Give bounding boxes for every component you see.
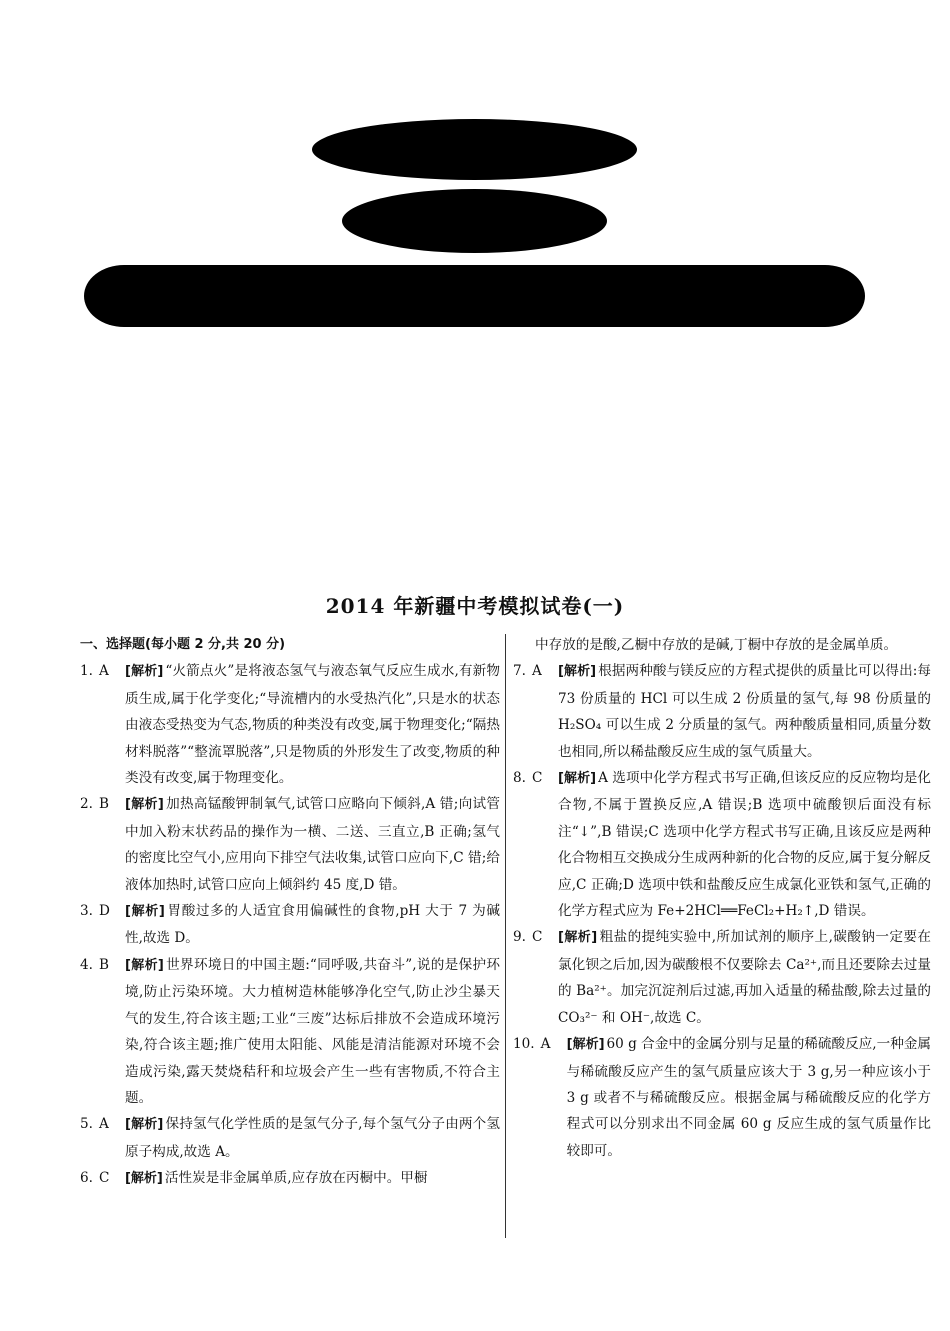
item-answer: B bbox=[98, 796, 109, 813]
explanation-text: A 选项中化学方程式书写正确,但该反应的反应物均是化合物,不属于置换反应,A 错误;B 选项中硫酸钡后面没有标注“↓”,B 错误;C 选项中化学方程式书写正确,且该反应是两种化合物相互交换成分生成两种新的化合物的反应,属于复分解反应,C 正确;D 选项中铁和盐酸反应生成氯化亚铁和氢气,正确的化学方程式应为 Fe+2HCl══FeCl₂+H₂↑,D 错误。 bbox=[557, 770, 931, 920]
analysis-tag: [解析] bbox=[557, 664, 597, 680]
item-number: 2. bbox=[80, 796, 93, 813]
analysis-tag: [解析] bbox=[124, 1117, 164, 1133]
section-heading: 一、选择题(每小题 2 分,共 20 分) bbox=[80, 637, 286, 652]
right-items bbox=[513, 658, 931, 1164]
answer-item bbox=[80, 1165, 500, 1192]
item-explanation bbox=[125, 791, 500, 898]
item-number: 8. bbox=[513, 770, 526, 787]
item-explanation bbox=[558, 765, 931, 924]
page-title: 2014 年新疆中考模拟试卷(一) bbox=[325, 594, 625, 618]
left-column bbox=[80, 632, 500, 1193]
item-answer: C bbox=[531, 770, 543, 787]
item-number: 7. bbox=[513, 663, 526, 680]
item-answer: C bbox=[98, 1170, 110, 1187]
analysis-tag: [解析] bbox=[124, 797, 164, 813]
analysis-tag: [解析] bbox=[124, 1171, 163, 1187]
item-number: 6. bbox=[80, 1170, 93, 1187]
item-explanation bbox=[125, 1111, 500, 1165]
item-answer: B bbox=[98, 956, 109, 973]
redacted-header-line-3 bbox=[84, 265, 865, 327]
item-number: 4. bbox=[80, 956, 93, 973]
explanation-text: 世界环境日的中国主题:“同呼吸,共奋斗”,说的是保护环境,防止污染环境。大力植树造林能够净化空气,防止沙尘暴天气的发生,符合该主题;工业“三废”达标后排放不会造成环境污染,符合该主题;推广使用太阳能、风能是清洁能源对环境不会造成污染,露天焚烧秸秆和垃圾会产生一些有害物质,不符合主题。 bbox=[124, 956, 500, 1106]
item-explanation bbox=[125, 658, 500, 791]
answer-item bbox=[513, 924, 931, 1031]
analysis-tag: [解析] bbox=[124, 904, 165, 920]
answer-item bbox=[80, 1111, 500, 1165]
answer-item bbox=[513, 658, 931, 765]
explanation-text: 60 g 合金中的金属分别与足量的稀硫酸反应,一种金属与稀硫酸反应产生的氢气质量应该大于 3 g,另一种应该小于 3 g 或者不与稀硫酸反应。根据金属与稀硫酸反应的化学方程式可以分别求出不同金属 60 g 反应生成的氢气质量作比较即可。 bbox=[566, 1036, 931, 1159]
analysis-tag: [解析] bbox=[557, 771, 597, 787]
item-answer: A bbox=[531, 663, 542, 680]
item-answer: A bbox=[98, 663, 109, 680]
item-explanation bbox=[558, 924, 931, 1031]
analysis-tag: [解析] bbox=[124, 664, 164, 680]
explanation-text: 胃酸过多的人适宜食用偏碱性的食物,pH 大于 7 为碱性,故选 D。 bbox=[124, 903, 500, 947]
right-column bbox=[513, 632, 931, 1164]
item-explanation bbox=[125, 1165, 500, 1192]
explanation-text: “火箭点火”是将液态氢气与液态氧气反应生成水,有新物质生成,属于化学变化;“导流槽内的水受热汽化”,只是水的状态由液态受热变为气态,物质的种类没有改变,属于物理变化;“隔热材料脱落”“整流罩脱落”,只是物质的外形发生了改变,物质的种类没有改变,属于物理变化。 bbox=[124, 663, 500, 787]
item-explanation bbox=[558, 658, 931, 765]
redacted-header-line-1 bbox=[312, 119, 637, 180]
explanation-text: 活性炭是非金属单质,应存放在丙橱中。甲橱 bbox=[164, 1170, 428, 1187]
item-number: 5. bbox=[80, 1116, 93, 1133]
answer-item bbox=[80, 898, 500, 952]
answer-item bbox=[513, 1031, 931, 1164]
item-explanation bbox=[567, 1031, 931, 1164]
item-explanation bbox=[125, 898, 500, 952]
item-number: 10. bbox=[513, 1036, 535, 1053]
redacted-header-line-2 bbox=[342, 189, 607, 253]
item-number: 9. bbox=[513, 929, 526, 946]
explanation-text: 根据两种酸与镁反应的方程式提供的质量比可以得出:每 73 份质量的 HCl 可以生成 2 份质量的氢气,每 98 份质量的 H₂SO₄ 可以生成 2 分质量的氢气。两种酸质量相同,质量分数也相同,所以稀盐酸反应生成的氢气质量大。 bbox=[557, 663, 932, 760]
item-number: 3. bbox=[80, 903, 93, 920]
explanation-text: 粗盐的提纯实验中,所加试剂的顺序上,碳酸钠一定要在氯化钡之后加,因为碳酸根不仅要除去 Ca²⁺,而且还要除去过量的 Ba²⁺。加完沉淀剂后过滤,再加入适量的稀盐酸,除去过量的 CO₃²⁻ 和 OH⁻,故选 C。 bbox=[557, 929, 931, 1026]
item-answer: D bbox=[98, 903, 110, 920]
answer-item bbox=[80, 952, 500, 1111]
item-answer: A bbox=[98, 1116, 109, 1133]
continuation-text: 中存放的是酸,乙橱中存放的是碱,丁橱中存放的是金属单质。 bbox=[535, 637, 898, 653]
answer-item bbox=[513, 765, 931, 924]
analysis-tag: [解析] bbox=[557, 930, 598, 946]
left-items bbox=[80, 658, 500, 1192]
column-divider bbox=[505, 634, 506, 1238]
answer-item bbox=[80, 791, 500, 898]
item-number: 1. bbox=[80, 663, 93, 680]
answer-item bbox=[80, 658, 500, 791]
item-answer: C bbox=[531, 929, 543, 946]
item-explanation bbox=[125, 952, 500, 1111]
analysis-tag: [解析] bbox=[124, 957, 164, 973]
analysis-tag: [解析] bbox=[566, 1037, 605, 1053]
explanation-text: 加热高锰酸钾制氧气,试管口应略向下倾斜,A 错;向试管中加入粉末状药品的操作为一横、二送、三直立,B 正确;氢气的密度比空气小,应用向下排空气法收集,试管口应向下,C 错;给液体加热时,试管口应向上倾斜约 45 度,D 错。 bbox=[124, 796, 501, 893]
item-answer: A bbox=[540, 1036, 551, 1053]
explanation-text: 保持氢气化学性质的是氢气分子,每个氢气分子由两个氢原子构成,故选 A。 bbox=[124, 1116, 500, 1160]
